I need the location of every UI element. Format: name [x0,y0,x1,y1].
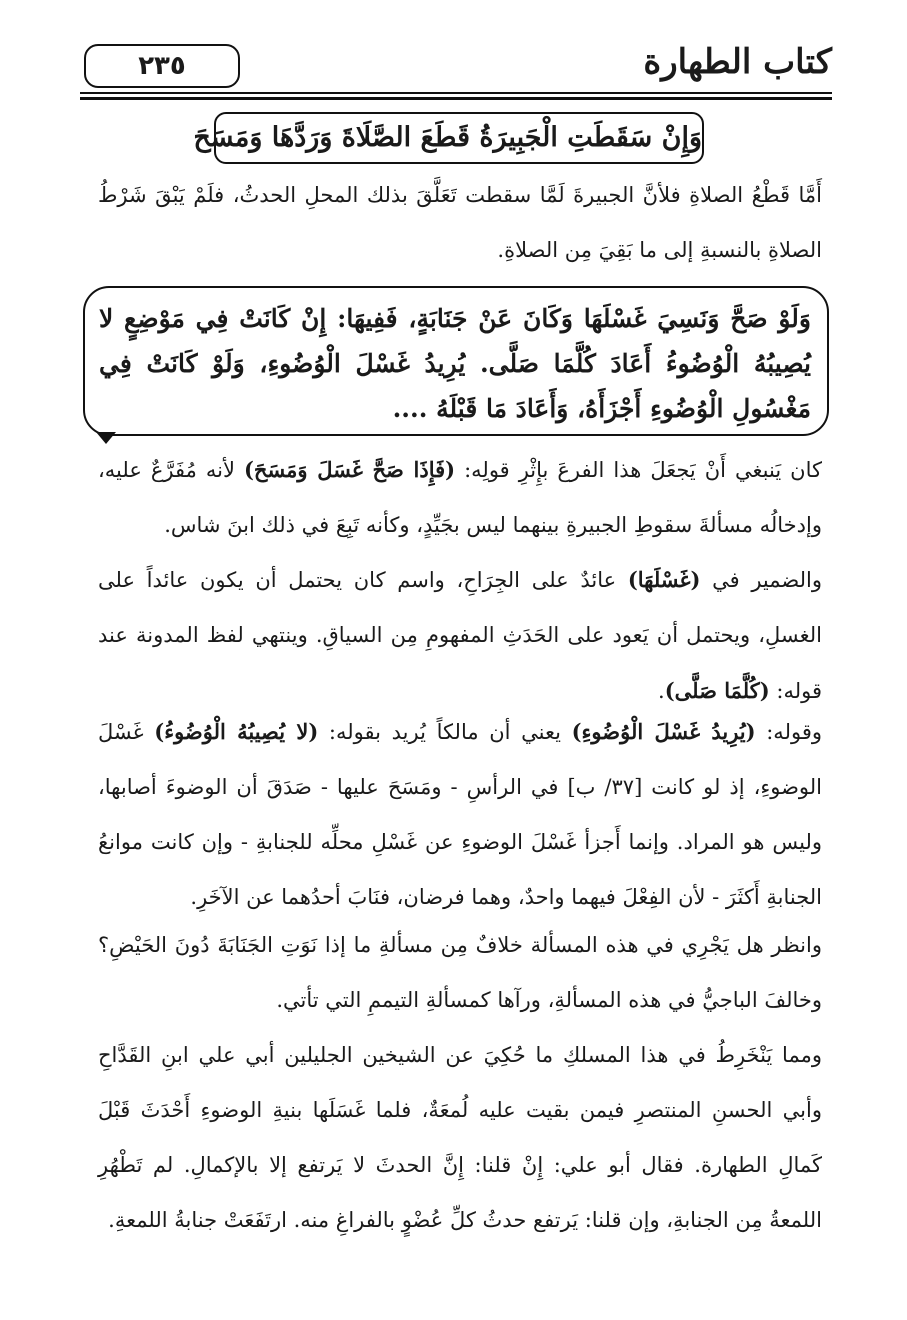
para4-quote-2: (لا يُصِيبُهُ الْوُضُوءُ) [154,719,319,744]
paragraph-1-text: أَمَّا قَطْعُ الصلاةِ فلأنَّ الجبيرةَ لَمَّا سقطت تَعَلَّقَ بذلك المحلِ الحدثُ، فلَمْ يَبْقَ شَرْطُ الصلاةِ بالنسبةِ إلى ما بَقِيَ مِن الصلاةِ. [98,183,822,262]
paragraph-3 [98,552,822,719]
header-rule [80,92,832,94]
page-number: ٢٣٥ [84,44,240,88]
para2-text-a: كان يَنبغي أَنْ يَجعَلَ هذا الفرعَ بإِثْرِ قولِه: [455,458,823,482]
paragraph-5 [98,918,822,1028]
para3-text-a: والضمير في [700,568,822,592]
paragraph-6 [98,1028,822,1248]
page-header [80,38,832,98]
paragraph-5-text: وانظر هل يَجْرِي في هذه المسألة خلافٌ مِن مسألةِ ما إذا نَوَتِ الجَنَابَةَ دُونَ الحَيْضِ؟ وخالفَ الباجيُّ في هذه المسألةِ، ورآها كمسألةِ التيممِ التي تأتي. [98,933,822,1012]
paragraph-2 [98,442,822,553]
paragraph-1 [98,168,822,278]
paragraph-6-text: ومما يَنْخَرِطُ في هذا المسلكِ ما حُكِيَ عن الشيخين الجليلين أبي علي ابنِ القَدَّاحِ وأبي الحسنِ المنتصرِ فيمن بقيت عليه لُمعَةٌ، فلما غَسَلَها بنيةِ الوضوءِ أَحْدَثَ قَبْلَ كَمالِ الطهارة. فقال أبو علي: إِنْ قلنا: إِنَّ الحدثَ لا يَرتفع إلا بالإكمالِ. لم تَطْهُرِ اللمعةُ مِن الجنابةِ، وإن قلنا: يَرتفع حدثُ كلِّ عُضْوٍ بالفراغِ منه. ارتَفَعَتْ جنابةُ اللمعةِ. [98,1043,822,1232]
para3-quote-1: (غَسْلَهَا) [627,567,701,592]
header-rule-thick [80,97,832,100]
para3-text-c: عائدٌ على الجِرَاحِ، واسم كان يحتمل أن يكون عائداً على الغسلِ، ويحتمل أن يَعود على الحَدَثِ المفهومِ مِن السياقِ. وينتهي لفظ المدونة عند قوله: [98,568,822,703]
matn-quote-text: وَلَوْ صَحَّ وَنَسِيَ غَسْلَهَا وَكَانَ عَنْ جَنَابَةٍ، فَفِيهَا: إِنْ كَانَتْ فِي مَوْضِعٍ لا يُصِيبُهُ الْوُضُوءُ أَعَادَ كُلَّمَا صَلَّى. يُرِيدُ غَسْلَ الْوُضُوءِ، وَلَوْ كَانَتْ فِي مَغْسُولِ الْوُضُوءِ أَجْزَأَهُ، وَأَعَادَ مَا قَبْلَهُ .... [99,304,811,423]
para4-text-a: وقوله: [755,720,822,744]
paragraph-2-text [98,442,822,553]
para4-text-c: يعني أن مالكاً يُريد بقوله: [318,720,572,744]
section-heading: وَإِنْ سَقَطَتِ الْجَبِيرَةُ قَطَعَ الصَّلَاةَ وَرَدَّهَا وَمَسَحَ [214,112,704,164]
paragraph-3-text [98,552,822,719]
para3-quote-2: (كُلَّمَا صَلَّى) [664,678,770,703]
para4-text-e: غَسْلَ الوضوءِ، إذ لو كانت [٣٧/ ب] في الرأسِ - ومَسَحَ عليها - صَدَقَ أن الوضوءَ أصابها، وليس هو المراد. وإنما أَجزأ غَسْلَ الوضوءِ عن غَسْلِ محلِّه للجنابةِ - وإن كانت موانعُ الجنابةِ أَكثَرَ - لأن الفِعْلَ فيهما واحدٌ، وهما فرضان، فنَابَ أحدُهما عن الآخَرِ. [98,720,823,909]
paragraph-4 [98,704,822,925]
para3-text-e: . [658,679,665,703]
para4-quote-1: (يُرِيدُ غَسْلَ الْوُضُوءِ) [571,719,756,744]
book-title: كتاب الطهارة [643,42,832,82]
para2-quote: (فَإِذَا صَحَّ غَسَلَ وَمَسَحَ) [243,457,456,482]
matn-quote-box [83,286,829,436]
para2-text-c: لأنه مُفَرَّعٌ عليه، وإدخالُه مسألةَ سقوطِ الجبيرةِ بينهما ليس بجَيِّدٍ، وكأنه تَبِعَ في ذلك ابنَ شاس. [98,458,822,537]
paragraph-4-text [98,704,822,925]
